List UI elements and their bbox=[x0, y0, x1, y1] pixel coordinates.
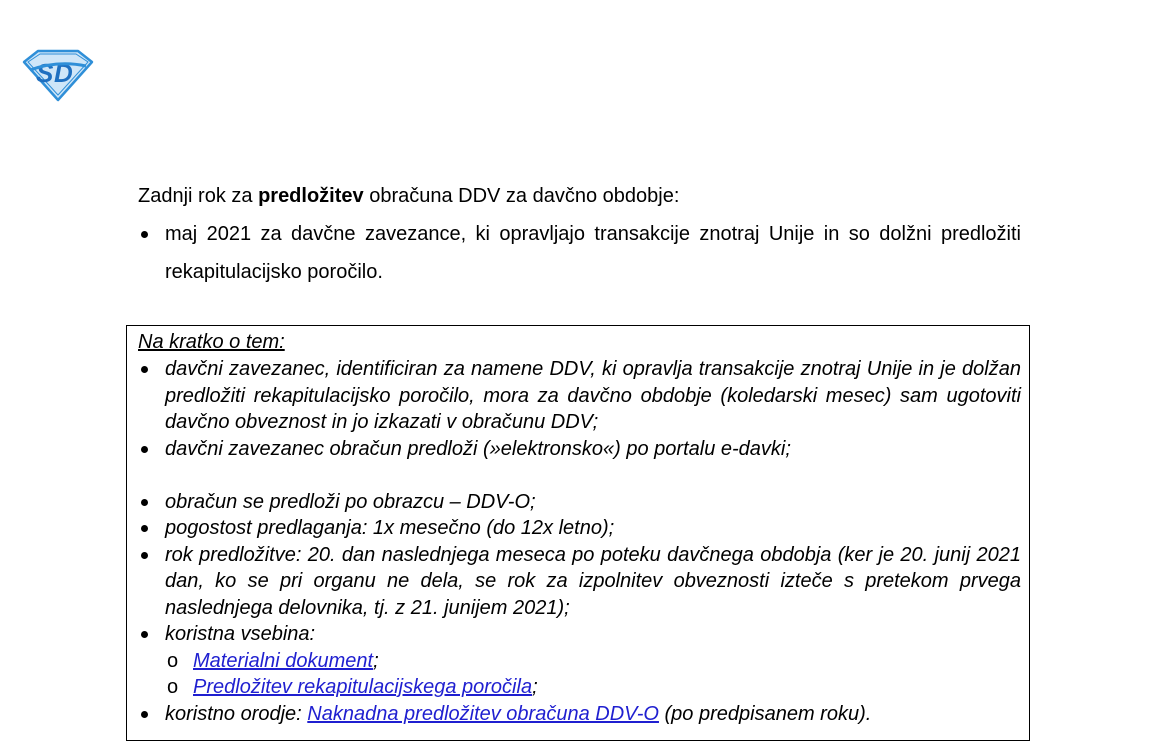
sub-list-item: o Materialni dokument; bbox=[165, 648, 1021, 675]
link-predlozitev-rekapitulacijskega-porocila[interactable]: Predložitev rekapitulacijskega poročila bbox=[193, 676, 533, 698]
list-item: pogostost predlaganja: 1x mesečno (do 12x letno); bbox=[138, 515, 1021, 542]
shield-logo-icon bbox=[22, 48, 94, 102]
bullet-icon bbox=[141, 552, 148, 559]
list-item: davčni zavezanec, identificiran za namene DDV, ki opravlja transakcije znotraj Unije in je dolžan predložiti rekapitulacijsko poročilo, mora za davčno obdobje (koledarski mesec) sam ugotoviti davčno obveznost in jo izkazati v obračunu DDV; bbox=[138, 356, 1021, 436]
bullet-icon bbox=[141, 499, 148, 506]
sub-list-item: o Predložitev rekapitulacijskega poročila; bbox=[165, 674, 1021, 701]
link-naknadna-predlozitev[interactable]: Naknadna predložitev obračuna DDV-O bbox=[307, 702, 659, 725]
list-item: koristna vsebina: o Materialni dokument; o Predložitev rekapitulacijskega poročila; bbox=[138, 621, 1021, 701]
resource-sublist bbox=[165, 648, 1021, 701]
list-item: koristno orodje: Naknadna predložitev obračuna DDV-O (po predpisanem roku). bbox=[138, 701, 1021, 728]
circle-bullet-icon: o bbox=[167, 676, 179, 698]
bullet-icon bbox=[141, 446, 148, 453]
summary-heading: Na kratko o tem: bbox=[138, 331, 285, 353]
summary-list bbox=[138, 356, 1021, 727]
intro-lead: Zadnji rok za predložitev obračuna DDV za davčno obdobje: bbox=[138, 185, 680, 207]
bullet-icon bbox=[141, 525, 148, 532]
svg-text:D: D bbox=[54, 58, 73, 88]
list-item: rok predložitve: 20. dan naslednjega meseca po poteku davčnega obdobja (ker je 20. junij 2021 dan, ko se pri organu ne dela, se rok za izpolnitev obveznosti izteče s pretekom prvega naslednjega delovnika, tj. z 21. junijem 2021); bbox=[138, 542, 1021, 622]
summary-box bbox=[126, 325, 1030, 741]
bullet-icon bbox=[141, 366, 148, 373]
list-item: obračun se predloži po obrazcu – DDV-O; bbox=[138, 489, 1021, 516]
intro-section bbox=[138, 177, 1021, 291]
link-materialni-dokument[interactable]: Materialni dokument bbox=[193, 649, 374, 672]
list-spacer bbox=[138, 462, 1021, 489]
circle-bullet-icon: o bbox=[167, 649, 179, 672]
list-item: davčni zavezanec obračun predloži (»elektronsko«) po portalu e-davki; bbox=[138, 436, 1021, 463]
intro-lead-bold: predložitev bbox=[258, 185, 364, 207]
list-item: maj 2021 za davčne zavezance, ki opravljajo transakcije znotraj Unije in so dolžni predložiti rekapitulacijsko poročilo. bbox=[138, 215, 1021, 291]
bullet-icon bbox=[141, 231, 148, 238]
bullet-icon bbox=[141, 631, 148, 638]
bullet-icon bbox=[141, 711, 148, 718]
svg-text:S: S bbox=[36, 58, 54, 88]
intro-list bbox=[138, 215, 1021, 291]
